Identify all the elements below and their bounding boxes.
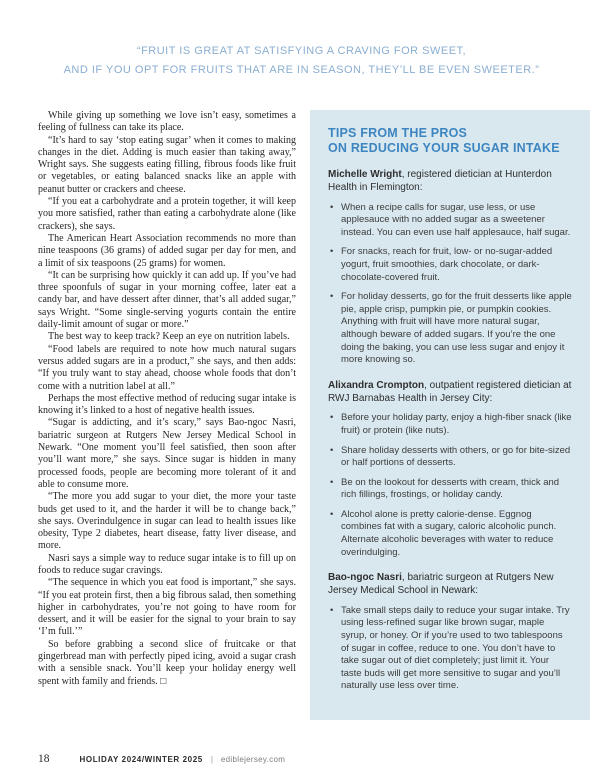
tip-item: • Before your holiday party, enjoy a high-fiber snack (like fruit) or protein (like nuts). bbox=[328, 412, 572, 437]
tip-item: • Share holiday desserts with others, or go for bite-sized or half portions of desserts. bbox=[328, 445, 572, 470]
tip-item: • For snacks, reach for fruit, low- or no-sugar-added yogurt, fruit smoothies, dark chocolate, or dark-chocolate-covered fruit. bbox=[328, 246, 572, 284]
sidebar-title-line-2: ON REDUCING YOUR SUGAR INTAKE bbox=[328, 141, 560, 155]
article-paragraph: Nasri says a simple way to reduce sugar intake is to fill up on foods to reduce sugar cravings. bbox=[38, 552, 296, 576]
article-paragraph: “If you eat a carbohydrate and a protein together, it will keep you more satisfied, rather than eating a carbohydrate alone (like crackers), she says. bbox=[38, 196, 296, 232]
article-paragraph: “Sugar is addicting, and it’s scary,” says Bao-ngoc Nasri, bariatric surgeon at Rutgers New Jersey Medical School in Newark. “One moment you’ll feel satisfied, then soon after you’ll want more,” she says. Since sugar is hidden in many processed foods, people are becoming more tolerant of it and able to consume more. bbox=[38, 417, 296, 490]
page-footer bbox=[38, 753, 285, 765]
tips-list bbox=[328, 605, 572, 693]
expert-name: Alixandra Crompton bbox=[328, 379, 425, 391]
sidebar-title bbox=[328, 126, 572, 156]
expert-heading bbox=[328, 572, 572, 598]
tip-item: • When a recipe calls for sugar, use less, or use applesauce with no added sugar as a sweetener instead. You can even use half applesauce, half sugar. bbox=[328, 202, 572, 240]
tip-item: • Alcohol alone is pretty calorie-dense. Eggnog combines fat with a sugary, caloric alcoholic punch. Alternate alcoholic beverages with water to reduce overindulging. bbox=[328, 509, 572, 559]
tip-item: • Take small steps daily to reduce your sugar intake. Try using less-refined sugar like brown sugar, maple syrup, or honey. Or if you’re used to two tablespoons of sugar in coffee, reduce to one. You don’t have to take sugar out of diet completely; just limit it. Your taste buds will get more sensitive to sugar and you’ll naturally use less over time. bbox=[328, 605, 572, 693]
footer-separator: | bbox=[210, 755, 213, 764]
expert-heading bbox=[328, 380, 572, 406]
content-area bbox=[38, 110, 590, 720]
article-paragraph: While giving up something we love isn’t easy, sometimes a feeling of fullness can take its place. bbox=[38, 110, 296, 134]
article-paragraph: Perhaps the most effective method of reducing sugar intake is knowing it’s linked to a host of negative health issues. bbox=[38, 392, 296, 417]
sidebar-title-line-1: TIPS FROM THE PROS bbox=[328, 126, 468, 140]
pull-quote-line-2: AND IF YOU OPT FOR FRUITS THAT ARE IN SEASON, THEY’LL BE EVEN SWEETER.” bbox=[63, 64, 540, 76]
tip-item: • Be on the lookout for desserts with cream, thick and rich fillings, frostings, or holiday candy. bbox=[328, 477, 572, 502]
expert-name: Michelle Wright bbox=[328, 169, 402, 180]
article-paragraph: “The sequence in which you eat food is important,” she says. “If you eat protein first, then a big fibrous salad, then something higher in carbohydrates, you’re not going to have room for dessert, and it will be easier for the signal to your brain to say ‘I’m full.’” bbox=[38, 577, 296, 638]
expert-heading bbox=[328, 169, 572, 195]
article-paragraph: “Food labels are required to note how much natural sugars versus added sugars are in a product,” she says, and then adds: “If you truly want to stay ahead, choose whole foods that don’t come with a nutrition label at all.” bbox=[38, 343, 296, 392]
expert-affiliation: , registered dietician at Hunterdon Health in Flemington: bbox=[328, 169, 552, 193]
expert-name: Bao-ngoc Nasri bbox=[328, 572, 402, 584]
page-number: 18 bbox=[38, 753, 50, 765]
website-label: ediblejersey.com bbox=[220, 755, 286, 764]
article-paragraph: So before grabbing a second slice of fruitcake or that gingerbread man with perfectly piped icing, avoid a sugar crash with a sensible snack. You’ll keep your holiday energy well spent with family and friends. □ bbox=[38, 638, 296, 687]
article-paragraph: The best way to keep track? Keep an eye on nutrition labels. bbox=[48, 331, 290, 343]
issue-label: HOLIDAY 2024/WINTER 2025 bbox=[79, 755, 203, 764]
tips-list bbox=[328, 202, 572, 367]
article-column bbox=[38, 110, 296, 720]
pull-quote-line-1: “FRUIT IS GREAT AT SATISFYING A CRAVING FOR SWEET, bbox=[136, 45, 467, 57]
tips-list bbox=[328, 412, 572, 559]
tip-item: • For holiday desserts, go for the fruit desserts like apple pie, apple crisp, pumpkin pie, or pumpkin cookies. Anything with fruit will have more natural sugar, although beware of added sugars. If you’re the one doing the baking, you can use less sugar and enjoy it more knowing so. bbox=[328, 291, 572, 367]
article-paragraph: “It can be surprising how quickly it can add up. If you’ve had three spoonfuls of sugar in your morning coffee, later eat a candy bar, and have dessert after dinner, that’s all added sugar,” says Wright. “Some single-serving yogurts contain the entire daily-limit amount of sugar or more.” bbox=[38, 269, 296, 331]
article-paragraph: “It’s hard to say ‘stop eating sugar’ when it comes to making changes in the diet. Adding is much easier than taking away,” Wright says. She suggests eating filling, fibrous foods like fruit or vegetables, or eating balanced snacks like an apple with peanut butter or crackers and cheese. bbox=[38, 134, 296, 195]
expert-affiliation: , outpatient registered dietician at RWJ Barnabas Health in Jersey City: bbox=[328, 379, 572, 404]
tips-sidebar bbox=[310, 110, 590, 720]
article-paragraph: The American Heart Association recommends no more than nine teaspoons (36 grams) of added sugar per day for men, and a limit of six teaspoons (25 grams) for women. bbox=[38, 232, 296, 269]
pull-quote bbox=[0, 42, 603, 80]
article-paragraph: “The more you add sugar to your diet, the more your taste buds get used to it, and the harder it will be to change back,” she says. Overindulgence in sugar can lead to health issues like obesity, Type 2 diabetes, heart disease, fatty liver disease, and more. bbox=[38, 491, 296, 552]
expert-affiliation: , bariatric surgeon at Rutgers New Jersey Medical School in Newark: bbox=[328, 572, 554, 597]
